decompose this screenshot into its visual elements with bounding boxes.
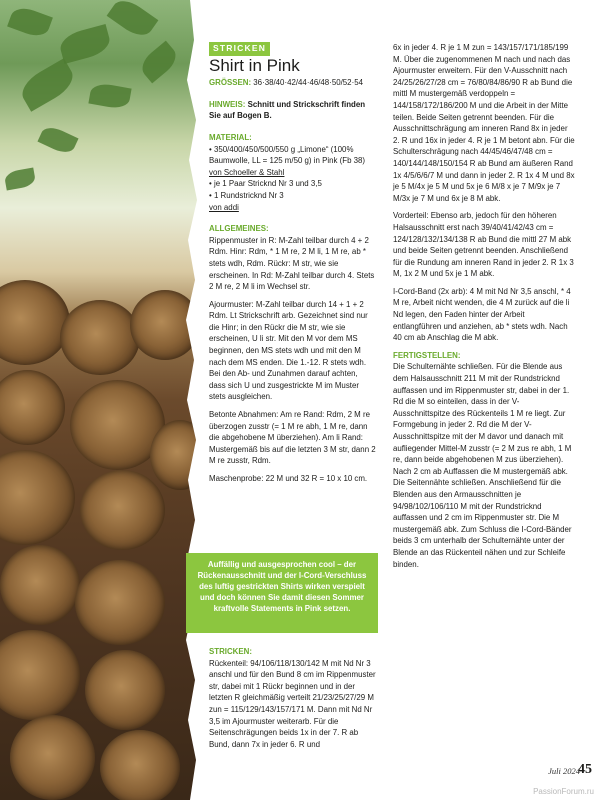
feature-callout: Auffällig und ausgesprochen cool – der Rückenausschnitt und der I-Cord-Verschluss des luftig gestrickten Shirts wirken verspielt und doch können Sie damit diesen Sommer kraftvolle Statements in Pink setzen.	[186, 553, 378, 633]
wood-photo	[0, 0, 200, 800]
torn-paper-edge	[172, 0, 212, 800]
sizes: GRÖSSEN: 36·38/40·42/44·46/48·50/52·54	[209, 78, 363, 88]
back-continued: 6x in jeder 4. R je 1 M zun = 143/157/171/185/199 M. Über die zugenommenen M nach und nach das Ajourmuster erweitern. Für den V-Ausschnitt nach 24/25/26/27/28 cm = 76/80/84/86/90 R ab Bund die mittl M mustergemäß verdoppeln = 144/158/172/186/200 M und die Arbeit in der Mitte teilen. Beide Seiten getrennt beenden. Für die Ausschnittschrägung am inneren Rand 8x in jeder 2. R und 16x in jeder 4. R je 1 M betont abn. Für die Schulterschrägung nach 44/45/46/47/48 cm = 140/144/148/150/154 R ab Bund am äußeren Rand 1x 4/5/6/6/7 M und dann in jeder 2. R 1x 4 M und 8x je 5 M/4x je 5 M und 5x je 6 M/8 x je 7 M/9x je 7 M/3x je 7 M und 6x je 8 M abk.	[393, 43, 575, 203]
front-piece: Vorderteil: Ebenso arb, jedoch für den höheren Halsausschnitt erst nach 39/40/41/42/43 cm = 124/128/132/134/138 R ab Bund die mittl 27 M abk und beide Seiten getrennt beenden. Anschließend für die Rundung am inneren Rand in jeder 2. R 1x 3 M, 1x 2 M und 5x je 1 M abk.	[393, 211, 574, 279]
page-number: 45	[578, 762, 592, 777]
finishing: Die Schulternähte schließen. Für die Blende aus dem Halsausschnitt 211 M mit der Rundstricknd auffassen und im Rippenmuster str, dabei in der 1. Rd die M so einteilen, dass in der V-Ausschnittspitze des Rückenteils 1 M re liegt. Zur Formgebung in jeder 2. Rd die M der V-Ausschnittspitze mit der M davor und danach mit aufliegender Mittel-M zusstr (= 2 M zus re abh, 1 M re, dann beide abgehobenen M zus überziehen). Nach 2 cm ab Auffassen die M mustergemäß abk. Die Seitennähte schließen. Anschließend für die Blenden aus den Armausschnitten je 94/98/102/106/110 M mit der Rundstricknd auffassen und 2 cm im Rippenmuster str. Die M mustergemäß abk. Zum Schluss die I-Cord-Bänder beids 3 cm unterhalb der Schulternähte unter der Blende an das Rückenteil nähen und zur Schleife binden.	[393, 362, 572, 569]
needles-1: • je 1 Paar Stricknd Nr 3 und 3,5	[209, 179, 322, 189]
material-yarn: • 350/400/450/500/550 g „Limone“ (100% Baumwolle, LL = 125 m/50 g) in Pink (Fb 38)	[209, 144, 366, 166]
decreases: Betonte Abnahmen: Am re Rand: Rdm, 2 M re überzogen zusstr (= 1 M re abh, 1 M re, dann die abgehobene M überziehen). Am li Rand: Mustergemäß bis auf die letzten 3 M str, dann 2 M re zusstr, Rdm.	[209, 410, 376, 466]
material-section: MATERIAL: • 350/400/450/500/550 g „Limone“ (100% Baumwolle, LL = 125 m/50 g) in Pink (Fb 38) von Schoeller & Stahl • je 1 Paar Stricknd Nr 3 und 3,5 • 1 Rundstricknd Nr 3 von addi	[209, 132, 376, 213]
needles-2: • 1 Rundstricknd Nr 3	[209, 190, 284, 200]
column-right: 6x in jeder 4. R je 1 M zun = 143/157/171/185/199 M. Über die zugenommenen M nach und nach das Ajourmuster erweitern. Für den V-Ausschnitt nach 24/25/26/27/28 cm = 76/80/84/86/90 R ab Bund die mittl M mustergemäß verdoppeln = 144/158/172/186/200 M und die Arbeit in der Mitte teilen. Beide Seiten getrennt beenden. Für die Ausschnittschrägung am inneren Rand 8x in jeder 2. R und 16x in jeder 4. R je 1 M betont abn. Für die Schulterschrägung nach 44/45/46/47/48 cm = 140/144/148/150/154 R ab Bund am äußeren Rand 1x 4/5/6/6/7 M und dann in jeder 2. R 1x 4 M und 8x je 5 M/4x je 5 M und 5x je 6 M/8 x je 7 M/9x je 7 M/3x je 7 M und 6x je 8 M abk. Vorderteil: Ebenso arb, jedoch für den höheren Halsausschnitt erst nach 39/40/41/42/43 cm = 124/128/132/134/138 R ab Bund die mittl 27 M abk und beide Seiten getrennt beenden. Anschließend für die Rundung am inneren Rand in jeder 2. R 1x 3 M, 1x 2 M und 5x je 1 M abk. I-Cord-Band (2x arb): 4 M mit Nd Nr 3,5 anschl, * 4 M re, Arbeit nicht wenden, die 4 M zurück auf die li Nd legen, den Faden hinter der Arbeit entlangführen und anziehen, ab * stets wdh. Nach 40 cm ab Anschlag die M abk. FERTIGSTELLEN: Die Schulternähte schließen. Für die Blende aus dem Halsausschnitt 211 M mit der Rundstricknd auffassen und im Rippenmuster str, dabei in der 1. Rd die M so einteilen, dass in der V-Ausschnittspitze des Rückenteils 1 M re liegt. Zur Formgebung in jeder 2. Rd die M der V-Ausschnittspitze mit der M davor und danach mit aufliegender Mittel-M zusstr (= 2 M zus re abh, 1 M re, dann beide abgehobenen M zus überziehen). Nach 2 cm ab Auffassen die M mustergemäß abk. Die Seitennähte schließen. Anschließend für die Blenden aus den Armausschnitten je 94/98/102/106/110 M mit der Rundstricknd auffassen und 2 cm im Rippenmuster str. Die M mustergemäß abk. Zum Schluss die I-Cord-Bänder beids 3 cm unterhalb der Schulternähte unter der Blende an das Rückenteil nähen und zur Schleife binden.	[393, 43, 575, 569]
general-section: ALLGEMEINES: Rippenmuster in R: M-Zahl teilbar durch 4 + 2 Rdm. Hinr: Rdm, * 1 M re, 2 M li, 1 M re, ab * stets wdh, Rdm. Rückr: M str, wie sie erscheinen. In Rd: M-Zahl teilbar durch 4. Stets 2 M re, 2 M li im Wechsel str. Ajourmuster: M-Zahl teilbar durch 14 + 1 + 2 Rdm. Lt Strickschrift arb. Gezeichnet sind nur die Hinr; in den Rückr die M str, wie sie erscheinen, U li str. Mit den M vor dem MS beginnen, den MS stets wdh und mit den M nach dem MS enden. Die 1.-12. R stets wdh. Bei den Ab- und Zunahmen darauf achten, dass sich U und zusgestrickte M im Muster stets ausgleichen. Betonte Abnahmen: Am re Rand: Rdm, 2 M re überzogen zusstr (= 1 M re abh, 1 M re, dann die abgehobene M überziehen). Am li Rand: Mustergemäß bis auf die letzten 3 M str, dann 2 M re zusstr, Rdm. Maschenprobe: 22 M und 32 R = 10 x 10 cm.	[209, 224, 376, 483]
watermark: PassionForum.ru	[533, 787, 594, 796]
gauge: Maschenprobe: 22 M und 32 R = 10 x 10 cm.	[209, 474, 368, 483]
icord-band: I-Cord-Band (2x arb): 4 M mit Nd Nr 3,5 anschl, * 4 M re, Arbeit nicht wenden, die 4 M zurück auf die li Nd legen, den Faden hinter der Arbeit entlangführen und anziehen, ab * stets wdh. Nach 40 cm ab Anschlag die M abk.	[393, 286, 571, 343]
page-title: Shirt in Pink	[209, 55, 300, 75]
column-left	[209, 42, 376, 491]
lace-pattern: Ajourmuster: M-Zahl teilbar durch 14 + 1 + 2 Rdm. Lt Strickschrift arb. Gezeichnet sind nur die Hinr; in den Rückr die M str, wie sie erscheinen, U li str. Mit den M vor dem MS beginnen, den MS stets wdh und mit den M nach dem MS enden. Die 1.-12. R stets wdh. Bei den Ab- und Zunahmen darauf achten, dass sich U und zusgestrickte M im Muster stets ausgleichen.	[209, 299, 368, 402]
yarn-brand: von Schoeller & Stahl	[209, 167, 285, 177]
section-tag: STRICKEN	[209, 42, 270, 56]
needles-brand: von addi	[209, 202, 239, 212]
back-piece: Rückenteil: 94/106/118/130/142 M mit Nd Nr 3 anschl und für den Bund 8 cm im Rippenmuster str, dabei mit 1 Rückr beginnen und in der letzten R gleichmäßig verteilt 21/23/25/27/29 M zun = 115/129/143/157/171 M. Dann mit Nd Nr 3,5 im Ajourmuster weiterarb. Für die Seitenschrägungen beids 1x in der 7. R ab Bund, dann 7x in jeder 6. R und	[209, 658, 376, 749]
issue-date: Juli 2024	[548, 766, 580, 776]
rib-pattern: Rippenmuster in R: M-Zahl teilbar durch 4 + 2 Rdm. Hinr: Rdm, * 1 M re, 2 M li, 1 M re, ab * stets wdh, Rdm. Rückr: M str, wie sie erscheinen. In Rd: M-Zahl teilbar durch 4. Stets 2 M re, 2 M li im Wechsel str.	[209, 235, 375, 292]
hint: HINWEIS: Schnitt und Strickschrift finden Sie auf Bogen B.	[209, 99, 366, 121]
knitting-section: STRICKEN: Rückenteil: 94/106/118/130/142 M mit Nd Nr 3 anschl und für den Bund 8 cm im Rippenmuster str, dabei mit 1 Rückr beginnen und in der letzten R gleichmäßig verteilt 21/23/25/27/29 M zun = 115/129/143/157/171 M. Dann mit Nd Nr 3,5 im Ajourmuster weiterarb. Für die Seitenschrägungen beids 1x in der 7. R ab Bund, dann 7x in jeder 6. R und	[209, 647, 376, 749]
